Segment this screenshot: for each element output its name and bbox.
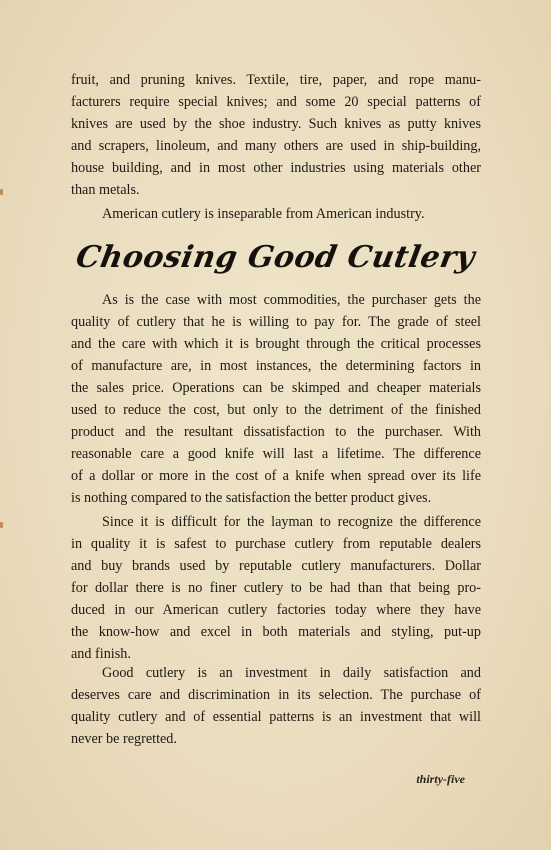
section-heading: Choosing Good Cutlery [73, 240, 478, 275]
text-line: of manufacture are, in most instances, the determining factors in [71, 358, 481, 374]
text-line: of a dollar or more in the cost of a knife when spread over its life [71, 468, 481, 484]
text-line: quality of cutlery that he is willing to pay for. The grade of steel [71, 314, 481, 330]
text-line: quality cutlery and of essential patterns is an investment that will [71, 709, 481, 725]
paragraph-investment [71, 662, 481, 750]
page-number: thirty-five [416, 772, 465, 786]
text-line: deserves care and discrimination in its selection. The purchase of [71, 687, 481, 703]
text-line: the know-how and excel in both materials and styling, put-up [71, 624, 481, 640]
text-line: than metals. [71, 182, 140, 198]
paragraph-purchasing-quality [71, 289, 481, 509]
intro-closing-sentence [71, 203, 481, 225]
text-line: Good cutlery is an investment in daily satisfaction and [102, 665, 481, 681]
text-line: never be regretted. [71, 731, 177, 747]
text-line: facturers require special knives; and some 20 special patterns of [71, 94, 481, 110]
intro-paragraph [71, 69, 481, 201]
text-line: for dollar there is no finer cutlery to be had than that being pro- [71, 580, 481, 596]
text-line: is nothing compared to the satisfaction the better product gives. [71, 490, 432, 506]
text-line: and finish. [71, 646, 131, 662]
text-line: American cutlery is inseparable from American industry. [102, 206, 425, 222]
text-line: and the care with which it is brought through the critical processes [71, 336, 481, 352]
text-line: reasonable care a good knife will last a lifetime. The difference [71, 446, 481, 462]
paragraph-reputable-dealers [71, 511, 481, 665]
page-edge-mark [0, 522, 3, 528]
text-line: Since it is difficult for the layman to recognize the difference [102, 514, 481, 530]
text-line: and buy brands used by reputable cutlery manufacturers. Dollar [71, 558, 481, 574]
text-line: As is the case with most commodities, the purchaser gets the [102, 292, 481, 308]
text-line: the sales price. Operations can be skimped and cheaper materials [71, 380, 481, 396]
page-edge-mark [0, 189, 3, 195]
text-line: used to reduce the cost, but only to the detriment of the finished [71, 402, 481, 418]
text-line: product and the resultant dissatisfaction to the purchaser. With [71, 424, 481, 440]
text-line: knives are used by the shoe industry. Such knives as putty knives [71, 116, 481, 132]
text-line: house building, and in most other industries using materials other [71, 160, 481, 176]
text-line: fruit, and pruning knives. Textile, tire, paper, and rope manu- [71, 72, 481, 88]
text-line: and scrapers, linoleum, and many others are used in ship-building, [71, 138, 481, 154]
text-line: in quality it is safest to purchase cutlery from reputable dealers [71, 536, 481, 552]
text-line: duced in our American cutlery factories today where they have [71, 602, 481, 618]
